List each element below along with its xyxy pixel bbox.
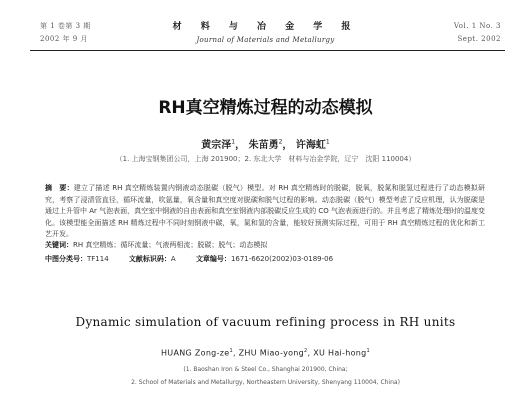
keywords-label: 关键词： xyxy=(45,241,73,249)
article-number-label: 文章编号： xyxy=(195,255,231,263)
keywords-text: RH 真空精炼；循环流量；气液两相流；脱碳；脱气；动态模拟 xyxy=(73,241,268,249)
affiliation-en-1: (1. Baoshan Iron & Steel Co., Shanghai 201900, China; xyxy=(183,366,348,373)
header-divider xyxy=(30,50,505,51)
abstract-cn xyxy=(45,183,485,241)
author-name-en: XU Hai-hong xyxy=(313,348,367,358)
date-cn: 2002 年 9 月 xyxy=(40,35,88,43)
author-name: 黄宗泽 xyxy=(201,140,232,151)
journal-name-en: Journal of Materials and Metallurgy xyxy=(196,36,335,44)
authors-en: HUANG Zong-$ze^1$, ZHU Miao-yong$^2$, XU Hai-hong$^1$ xyxy=(160,348,371,358)
keywords-cn xyxy=(45,240,485,250)
doc-code-label: 文献标识码： xyxy=(128,255,171,263)
author-name-en: ZHU Miao-yong xyxy=(238,348,305,358)
doc-code-value: A xyxy=(170,255,176,263)
header-right xyxy=(454,20,501,46)
clc-label: 中图分类号： xyxy=(45,255,87,263)
author-sup-en: 2 xyxy=(304,348,308,354)
volume-issue-en: Vol. 1 No. 3 xyxy=(453,22,501,30)
author-sup-en: 1 xyxy=(229,348,233,354)
affiliation-cn: （1. 上海宝钢集团公司，上海 201900；2. 东北大学 材料与冶金学院，辽宁 沈阳 110004） xyxy=(115,155,416,163)
journal-name-cn: 材 料 与 冶 金 学 报 xyxy=(172,22,359,32)
paper-title-cn: RH真空精炼过程的动态模拟 xyxy=(158,98,373,118)
author-sup-en: 1 xyxy=(366,348,371,354)
author-sup: 1 xyxy=(325,138,330,146)
affiliation-en-2: 2. School of Materials and Metallurgy, Northeastern University, Shenyang 110004, China) xyxy=(131,379,400,386)
classification-line xyxy=(45,254,505,264)
author-name: 朱苗勇 xyxy=(248,140,279,151)
header-center xyxy=(0,19,531,44)
clc-value: TF114 xyxy=(87,255,109,263)
author-name: 许海虹 xyxy=(295,140,326,151)
abstract-text: 建立了描述 RH 真空精炼装置内钢液动态脱碳（脱气）模型。对 RH 真空精炼时的脱碳，脱氧，脱氮和脱氢过程进行了动态模拟研究，考察了浸渍管直径，循环流量，吹氩量，氧含量和真空度对脱碳和脱气过程的影响。动态脱碳（脱气）模型考虑了反应机理，认为脱碳是通过上升管中 Ar 气泡表面，真空室中钢液的自由表面和真空室钢液内部脱碳反应生成的 CO 气泡表面进行的。并且考虑了精炼处理时的温度变化。该模型能全面描述 RH 精炼过程中不同时刻钢液中碳，氧，氮和氢的含量，能较好预测实际过程，可用于 RH 真空精炼过程的优化和新工艺开发。 xyxy=(45,184,486,239)
paper-title-en: Dynamic simulation of vacuum refining process in RH units xyxy=(75,315,456,329)
abstract-label: 摘 要： xyxy=(45,184,74,192)
author-sup: 2 xyxy=(278,138,283,146)
authors-cn: 黄宗泽$^1$， 朱苗勇$^2$， 许海虹$^1$ xyxy=(201,138,330,151)
volume-issue-cn: 第 1 卷第 3 期 xyxy=(40,22,91,30)
author-sup: 1 xyxy=(231,138,236,146)
author-name-en: HUANG Zong-ze xyxy=(160,348,230,358)
date-en: Sept. 2002 xyxy=(457,35,501,43)
article-number-value: 1671-6620(2002)03-0189-06 xyxy=(230,255,334,263)
